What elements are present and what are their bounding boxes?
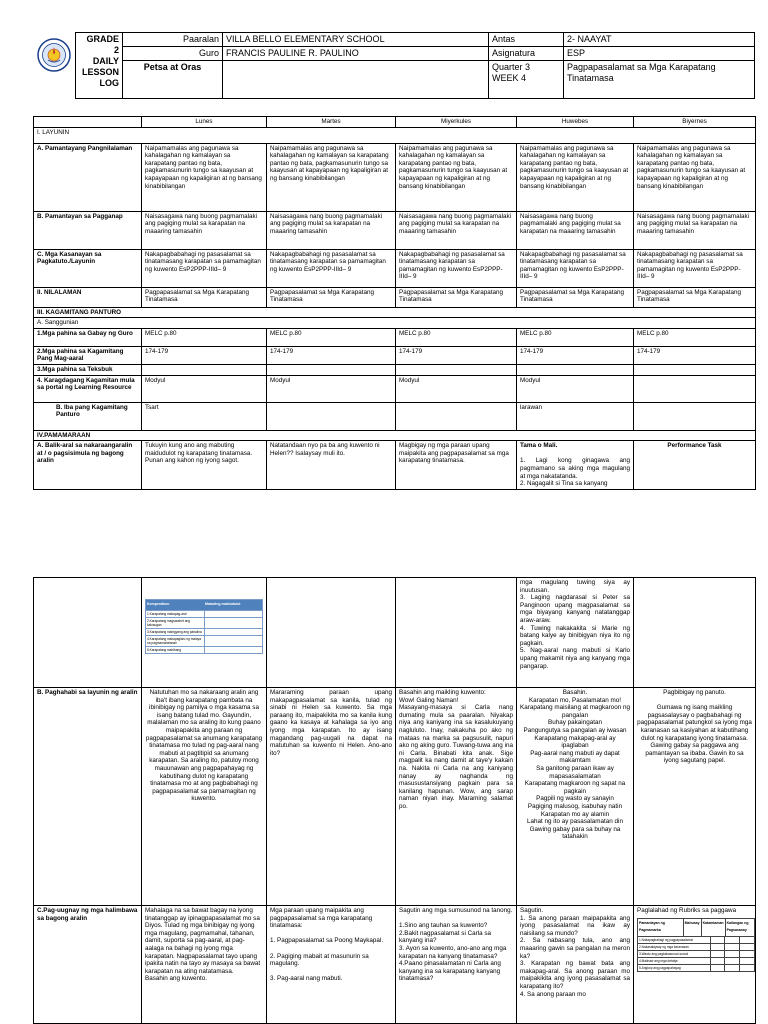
lr-cell: Modyul xyxy=(396,375,517,402)
pagganap-cell: Naisasagawa nang buong pagmamalaki ang pagiging mulat sa karapatan na maaaring tamasahin xyxy=(517,211,634,249)
pag-uugnay-cell: Sagutin. 1. Sa anong paraan maipapakita ang iyong pasasalamat na ikaw ay naisilang sa mundo? 2. Sa nabasang tula, ano ang maaaring gawin sa pangalan na meron ka? 3. Karapatan ng bawat bata ang makapag-aral. Sa anong paraan mo maipakikita ang iyong pasasalamat sa karapatang ito? 4. Sa anong paraan mo xyxy=(517,906,634,1024)
teksbuk-cell xyxy=(517,364,634,375)
continuation-miyerkules-cell xyxy=(396,578,517,688)
gabay-cell: MELC p.80 xyxy=(267,328,396,346)
pag-uugnay-cell: Mahalaga na sa bawat bagay na iyong tinatanggap ay ipinagpapasalamat mo sa Diyos. Tulad ng mga binibigay ng iyong mga magulang, pagmamahal, tahanan, damit, suporta sa pag-aaral, at pag-aalaga na bahagi ng iyong mga karapatan. Nagpapasalamat tayo upang ipakita natin na tayo ay masaya sa bawat karapatan na ating natatamasa. Basahin ang kuwento. xyxy=(142,906,267,1024)
pangnilalaman-cell: Naipamamalas ang pagunawa sa kahalagahan ng kamalayan sa karapatang pantao ng bata, pagkamasunurin tungo sa kaayusan at kapayapaan ng kapaligiran at ng bansang kinabibilangan xyxy=(517,143,634,211)
continuation-label-cell xyxy=(34,578,142,688)
iba-cell xyxy=(267,402,396,430)
biyernes-rubric-table: Pamantayan ng Pagmamarka Mahusay Katamtaman Kailangan ng Pagsasanay 1.Nakapagbahagi ng pagpapasalamat 2.Nakasalaysay ng mga karanasan 3.Wasto ang pagkakasunod-sunod 4.Malinaw ang mga detalye 5.Angkop ang pagpapahayag xyxy=(637,918,755,972)
pag-uugnay-biyernes-text: Paglalahad ng Rubriks sa paggawa xyxy=(637,907,737,914)
pagganap-cell: Naisasagawa nang buong pagmamalaki ang pagiging mulat sa karapatan na maaaring tamasahin xyxy=(142,211,267,249)
antas-label: Antas xyxy=(489,33,564,47)
pagganap-label: B. Pamantayan sa Pagganap xyxy=(34,211,142,249)
pag-uugnay-label: C.Pag-uugnay ng mga halimbawa sa bagong aralin xyxy=(34,906,142,1024)
balik-cell: Natatandaan nyo pa ba ang kuwento ni Helen?? Isalaysay muli ito. xyxy=(267,441,396,490)
header-table xyxy=(75,32,755,99)
balik-label: A. Balik-aral sa nakaraangaralin at / o pagsisimula ng bagong aralin xyxy=(34,441,142,490)
mag-aaral-label: 2.Mga pahina sa Kagamitang Pang Mag-aaral xyxy=(34,346,142,364)
pamamaraan-heading: IV.PAMAMARAAN xyxy=(34,430,756,441)
paghahabi-cell: Basahin ang maikling kuwento: Wow! Galing Naman! Masayang-masaya si Carla nang dumating mula sa paaralan. Niyakap niya ang kaniyang ina sa kasalukuyang nagluluto. Inay, nakakuha po ako ng mataas na marka sa pagsusulit, napuri ako ng aking guro. Tuwang-tuwa ang ina ni Carla. Binabati kita anak. Sige magpalit ka nang damit at taye'y kakain na. Nakita ni Carla na ang kaniyang nanay ay naghanda ng masusustansiyang pagkain para sa kanilang hapunan. Wow, ang sarap naman niyan inay. Maraming salamat po. xyxy=(396,688,517,906)
mag-aaral-cell: 174-179 xyxy=(517,346,634,364)
grade-label: GRADE 2 DAILY LESSON LOG xyxy=(76,33,123,99)
pag-uugnay-cell: Mga paraan upang maipakita ang pagpapasalamat sa mga karapatang tinatamasa: 1. Pagpapasalamat sa Poong Maykapal. 2. Pagiging mabait at masunurin sa magulang. 3. Pag-aaral nang mabuti. xyxy=(267,906,396,1024)
pangnilalaman-cell: Naipamamalas ang pagunawa sa kahalagahan ng kamalayan sa karapatang pantao ng bata, pagkamasunurin tungo sa kaayusan at kapayapaan ng kapaligiran at ng bansang kinabibilangan xyxy=(634,143,756,211)
kasanayan-label: C. Mga Kasanayan sa Pagkatuto./Layunin xyxy=(34,249,142,287)
pangnilalaman-cell: Naipamamalas ang pagunawa sa kahalagahan ng kamalayan sa karapatang pantao ng bata, pagkamasunurin tungo sa kaayusan at kapayapaan ng kapaligiran at ng bansang kinabibilangan xyxy=(267,143,396,211)
nilalaman-cell: Pagpapasalamat sa Mga Karapatang Tinatamasa xyxy=(142,287,267,307)
guro-label: Guro xyxy=(123,47,223,61)
teksbuk-cell xyxy=(396,364,517,375)
nilalaman-cell: Pagpapasalamat sa Mga Karapatang Tinatamasa xyxy=(267,287,396,307)
balik-huwebes-text: 1. Lagi kong ginagawa ang pagmamano sa aking mga magulang at mga nakatatanda. 2. Nagagalit si Tina sa kanyang xyxy=(520,457,630,488)
nilalaman-cell: Pagpapasalamat sa Mga Karapatang Tinatamasa xyxy=(517,287,634,307)
day-header: Martes xyxy=(267,117,396,128)
kasanayan-cell: Nakapagbabahagi ng pasasalamat sa tinatamasang karapatan sa pamamagitan ng kuwento EsP2PPP-IIId– 9 xyxy=(142,249,267,287)
kasanayan-cell: Nakapagbabahagi ng pasasalamat sa tinatamasang karapatan sa pamamagitan ng kuwento EsP2PPP-IIId– 9 xyxy=(396,249,517,287)
iba-cell: Tsart xyxy=(142,402,267,430)
day-header: Miyerkules xyxy=(396,117,517,128)
balik-cell: Magbigay ng mga paraan upang maipakita ang pagpapasalamat sa mga karapatang tinatamasa. xyxy=(396,441,517,490)
paaralan-value: VILLA BELLO ELEMENTARY SCHOOL xyxy=(223,33,489,47)
continuation-lunes-cell xyxy=(142,578,267,688)
pangnilalaman-cell: Naipamamalas ang pagunawa sa kahalagahan ng kamalayan sa karapatang pantao ng bata, pagkamasunurin tungo sa kaayusan at kapayapaan ng kapaligiran at ng bansang kinabibilangan xyxy=(396,143,517,211)
lr-cell xyxy=(634,375,756,402)
teksbuk-cell xyxy=(142,364,267,375)
mag-aaral-cell: 174-179 xyxy=(142,346,267,364)
asignatura-value: ESP xyxy=(564,47,755,61)
antas-value: 2- NAAYAT xyxy=(564,33,755,47)
kasanayan-cell: Nakapagbabahagi ng pasasalamat sa tinatamasang karapatan sa pamamagitan ng kuwento EsP2PPP-IIId– 9 xyxy=(517,249,634,287)
pagganap-cell: Naisasagawa nang buong pagmamalaki ang pagiging mulat sa karapatan na maaaring tamasahin xyxy=(634,211,756,249)
asignatura-label: Asignatura xyxy=(489,47,564,61)
lr-label: 4. Karagdagang Kagamitan mula sa portal ng Learning Resource xyxy=(34,375,142,402)
pagganap-cell: Naisasagawa nang buong pagmamalaki ang pagiging mulat sa karapatan na maaaring tamasahin xyxy=(267,211,396,249)
gabay-cell: MELC p.80 xyxy=(634,328,756,346)
pag-uugnay-cell: Sagutin ang mga sumusunod na tanong. 1.Sino ang tauhan sa kuwento? 2.Bakit nagpasalamat si Carla sa kanyang ina? 3. Ayon sa kuwento, ano-ano ang mga karapatan na kanyang tinatamasa? 4.Paano pinasalamatan ni Carla ang kanyang ina sa karapatang kanyang tinatamasa? xyxy=(396,906,517,1024)
corner-cell xyxy=(34,117,142,128)
lesson-topic: Pagpapasalamat sa Mga Karapatang Tinatamasa xyxy=(564,61,755,99)
paghahabi-cell: Basahin. Karapatan mo, Pasalamatan mo! Karapatang maisilang at magkaroon ng pangalan Buhay pakaingatan Pangungutya sa pangalan ay iwasan Karapatang makapag-aral ay ipaglaban Pag-aaral nang mabuti ay dapat makamtam Sa ganitong paraan ikaw ay mapasasalamatan Karapatang magkaroon ng sapat na pagkain Pagpili ng wasto ay sanayin Pagiging malusog, isabuhay natin Karapatan mo ay alamin Lahat ng ito ay pasasalamatan din Gawing gabay para sa buhay na tatahakin xyxy=(517,688,634,906)
mag-aaral-cell: 174-179 xyxy=(267,346,396,364)
dll-table-part-2 xyxy=(33,577,756,1024)
gabay-label: 1.Mga pahina sa Gabay ng Guro xyxy=(34,328,142,346)
gabay-cell: MELC p.80 xyxy=(142,328,267,346)
nilalaman-cell: Pagpapasalamat sa Mga Karapatang Tinatamasa xyxy=(396,287,517,307)
pangnilalaman-label: A. Pamantayang Pangnilalaman xyxy=(34,143,142,211)
day-header: Huwebes xyxy=(517,117,634,128)
teksbuk-cell xyxy=(634,364,756,375)
sanggunian-heading: A. Sanggunian xyxy=(34,318,756,329)
nilalaman-label: II. NILALAMAN xyxy=(34,287,142,307)
continuation-martes-cell xyxy=(267,578,396,688)
gabay-cell: MELC p.80 xyxy=(517,328,634,346)
pag-uugnay-cell xyxy=(634,906,756,1024)
day-header: Lunes xyxy=(142,117,267,128)
iba-cell xyxy=(634,402,756,430)
lr-cell: Modyul xyxy=(517,375,634,402)
lr-cell: Modyul xyxy=(267,375,396,402)
teksbuk-label: 3.Mga pahina sa Teksbuk xyxy=(34,364,142,375)
pangnilalaman-cell: Naipamamalas ang pagunawa sa kahalagahan ng kamalayan sa karapatang pantao ng bata, pagkamasunurin tungo sa kaayusan at kapayapaan ng kapaligiran at ng bansang kinabibilangan xyxy=(142,143,267,211)
paghahabi-cell: Natutuhan mo sa nakaraang aralin ang iba't ibang karapatang pambata na ibinibigay ng pamilya o mga kasama sa isang batang tulad mo. Gayundin, malalaman mo sa araling ito kung paano maipapakita ang paraan ng pagpapasalamat sa anumang karapatang tinatamasa mo tulad ng pag-aaral nang mabuti at pagtitipid sa anumang karapatan. Sa araling ito, patuloy mong mauunawan ang pagpapahayag ng kabutihang dulot ng karapatang tinatamasa mo at ang pagbabahagi ng pagpapasalamat sa pamamagitan ng kuwento. xyxy=(142,688,267,906)
paghahabi-cell: Mararaming paraan upang makapagpasalamat sa kanila, tulad ng sinabi ni Helen sa kuwento. Sa mga paraang ito, maipakikita mo sa kanila kung gaano ka kasaya at kahalaga sa iyo ang iyong mga karapatan. Ito ay isang magandang pag-uugali na dapat na matutuhan sa kuwento ni Helen. Ano-ano ito? xyxy=(267,688,396,906)
petsa-label: Petsa at Oras xyxy=(123,61,223,99)
dll-table-part-1 xyxy=(33,116,756,490)
balik-huwebes-title: Tama o Mali. xyxy=(520,442,558,450)
paghahabi-cell: Pagbibigay ng panuto. Gumawa ng isang maikling pagsasalaysay o pagbabahagi ng pagpapasalamat patungkol sa iyong mga karanasan sa kasiyahan at kabutihang dulot ng karapatang iyong tinatamasa. Gawing gabay sa paggawa ang pamantayan sa ibaba. Gawin ito sa iyong sagutang papel. xyxy=(634,688,756,906)
gabay-cell: MELC p.80 xyxy=(396,328,517,346)
lr-cell: Modyul xyxy=(142,375,267,402)
petsa-value xyxy=(223,61,489,99)
layunin-heading: I. LAYUNIN xyxy=(34,127,756,143)
balik-cell: Tukuyin kung ano ang mabuting maidudulot ng karapatang tinatamasa. Punan ang kahon ng iyong sagot. xyxy=(142,441,267,490)
lunes-rubric-table: Kompendium Mabuting maidudulot 1.Karapatang makapag-aral 2.Karapatang magsarahet ang kalusugan 3.Karapatang mabigyang ang pahalina 4.Karapatang makapaglaro ng malaya na pagmamahalanan 5.Karapatang mabibang xyxy=(145,599,263,654)
continuation-huwebes-cell: mga magulang tuwing siya ay inuutusan. 3. Laging nagdarasal si Peter sa Panginoon upang magpasalamat sa mga biyayang kanyang natatanggap araw-araw. 4. Tuwing nakakakita si Marie ng batang kalye ay binibigyan niya ito ng pagkain. 5. Nag-aaral nang mabuti si Karlo upang makamit niya ang kanyang mga pangarap. xyxy=(517,578,634,688)
balik-cell xyxy=(517,441,634,490)
quarter-week: Quarter 3 WEEK 4 xyxy=(489,61,564,99)
continuation-biyernes-cell xyxy=(634,578,756,688)
kasanayan-cell: Nakapagbabahagi ng pasasalamat sa tinatamasang karapatan sa pamamagitan ng kuwento EsP2PPP-IIId– 9 xyxy=(634,249,756,287)
iba-cell xyxy=(396,402,517,430)
mag-aaral-cell: 174-179 xyxy=(396,346,517,364)
deped-seal-icon xyxy=(37,38,71,72)
paaralan-label: Paaralan xyxy=(123,33,223,47)
kagamitan-heading: III. KAGAMITANG PANTURO xyxy=(34,307,756,318)
iba-label: B. Iba pang Kagamitang Panturo xyxy=(34,402,142,430)
iba-cell: larawan xyxy=(517,402,634,430)
pagganap-cell: Naisasagawa nang buong pagmamalaki ang pagiging mulat sa karapatan na maaaring tamasahin xyxy=(396,211,517,249)
kasanayan-cell: Nakapagbabahagi ng pasasalamat sa tinatamasang karapatan sa pamamagitan ng kuwento EsP2PPP-IIId– 9 xyxy=(267,249,396,287)
paghahabi-label: B. Paghahabi sa layunin ng aralin xyxy=(34,688,142,906)
balik-cell: Performance Task xyxy=(634,441,756,490)
guro-value: FRANCIS PAULINE R. PAULINO xyxy=(223,47,489,61)
day-header: Biyernes xyxy=(634,117,756,128)
teksbuk-cell xyxy=(267,364,396,375)
mag-aaral-cell: 174-179 xyxy=(634,346,756,364)
nilalaman-cell: Pagpapasalamat sa Mga Karapatang Tinatamasa xyxy=(634,287,756,307)
